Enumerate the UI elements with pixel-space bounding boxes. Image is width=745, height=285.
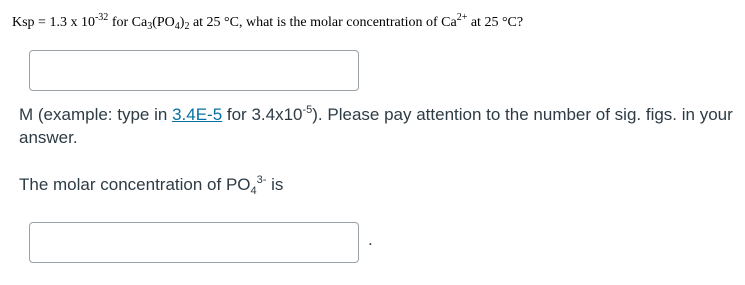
example-link[interactable]: 3.4E-5: [172, 105, 223, 124]
ca-charge: 2+: [456, 12, 468, 23]
question-tail-text: at 25 °C?: [467, 15, 524, 30]
po4-question-suffix: is: [266, 175, 284, 194]
example-for-text: for 3.4x10: [222, 105, 303, 124]
po4-concentration-input[interactable]: [29, 222, 359, 263]
question-mid-text: at 25 °C, what is the molar concentration of Ca: [189, 15, 457, 30]
po4-question-charge: 3-: [256, 174, 267, 186]
trailing-period: .: [368, 230, 373, 249]
instruction-rest: ). Please pay attention to the number of sig. figs. in your answer.: [19, 105, 733, 147]
ca-subscript: 3: [147, 21, 153, 32]
po4-question-prefix: The molar concentration of PO: [19, 175, 251, 194]
ksp-prefix: Ksp = 1.3 x 10: [12, 15, 95, 30]
po4-subscript: 4: [174, 21, 180, 32]
for-text: for Ca: [108, 15, 148, 30]
outer-subscript: 2: [184, 21, 190, 32]
po4-question-subscript: 4: [250, 185, 257, 197]
question-text: [12, 14, 523, 32]
answer-instructions: [19, 103, 739, 149]
ksp-exponent: -32: [94, 12, 109, 23]
po4-open: (PO: [152, 15, 175, 30]
po4-close: ): [179, 15, 185, 30]
example-exponent: -5: [302, 104, 313, 116]
ca-concentration-input[interactable]: [29, 50, 359, 91]
unit-prefix: M (example: type in: [19, 105, 173, 124]
po4-question-text: [19, 173, 283, 196]
